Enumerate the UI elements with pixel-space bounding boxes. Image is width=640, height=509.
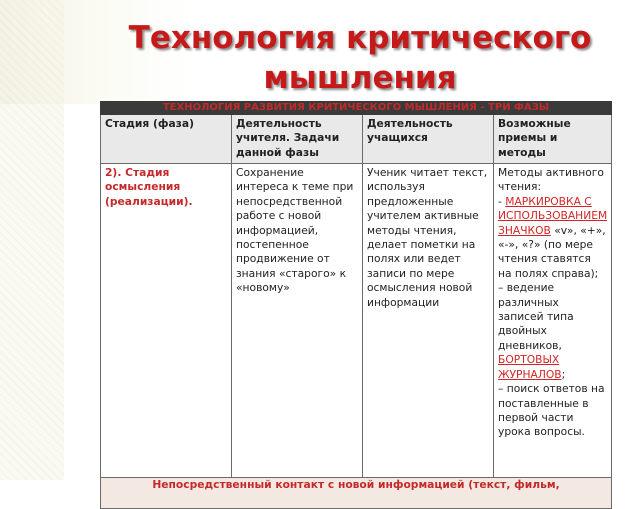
header-teacher: Деятельность учителя. Задачи данной фазы <box>232 115 363 164</box>
header-methods: Возможные приемы и методы <box>494 115 612 164</box>
students-cell: Ученик читает текст, используя предложенные учителем активные методы чтения, делает пометки на полях или ведет записи по мере осмысления новой информации <box>363 164 494 478</box>
teacher-cell: Сохранение интереса к теме при непосредственной работе с новой информацией, постепенное продвижение от знания «старого» к «новому» <box>232 164 363 478</box>
methods-intro: Методы активного чтения: <box>498 166 604 194</box>
stage-cell <box>101 164 232 478</box>
decorative-stripe <box>0 0 64 480</box>
table-header-row <box>101 115 612 164</box>
footer-row: Непосредственный контакт с новой информацией (текст, фильм, <box>101 478 612 509</box>
table-banner: ТЕХНОЛОГИЯ РАЗВИТИЯ КРИТИЧЕСКОГО МЫШЛЕНИЯ - ТРИ ФАЗЫ <box>101 102 612 115</box>
table-row <box>101 164 612 478</box>
methods-dash: - <box>498 194 506 208</box>
slide-title: Технология критического мышления <box>128 20 592 96</box>
marking-link[interactable]: МАРКИРОВКА С ИСПОЛЬЗОВАНИЕМ ЗНАЧКОВ <box>498 194 608 237</box>
logbooks-link[interactable]: БОРТОВЫХ ЖУРНАЛОВ <box>498 353 562 381</box>
header-students: Деятельность учащихся <box>363 115 494 164</box>
methods-diaries-text: – ведение различных записей типа двойных дневников, <box>498 281 574 352</box>
methods-answers-text: – поиск ответов на поставленные в первой части урока вопросы. <box>498 382 605 439</box>
stage-label: 2). Стадия осмысления (реализации). <box>105 166 193 208</box>
methods-cell <box>494 164 612 478</box>
header-stage: Стадия (фаза) <box>101 115 232 164</box>
methods-marks-text: «v», «+», «-», «?» (по мере чтения ставятся на полях справа); <box>498 223 606 280</box>
phases-table <box>100 101 612 509</box>
methods-semicolon: ; <box>561 367 566 381</box>
